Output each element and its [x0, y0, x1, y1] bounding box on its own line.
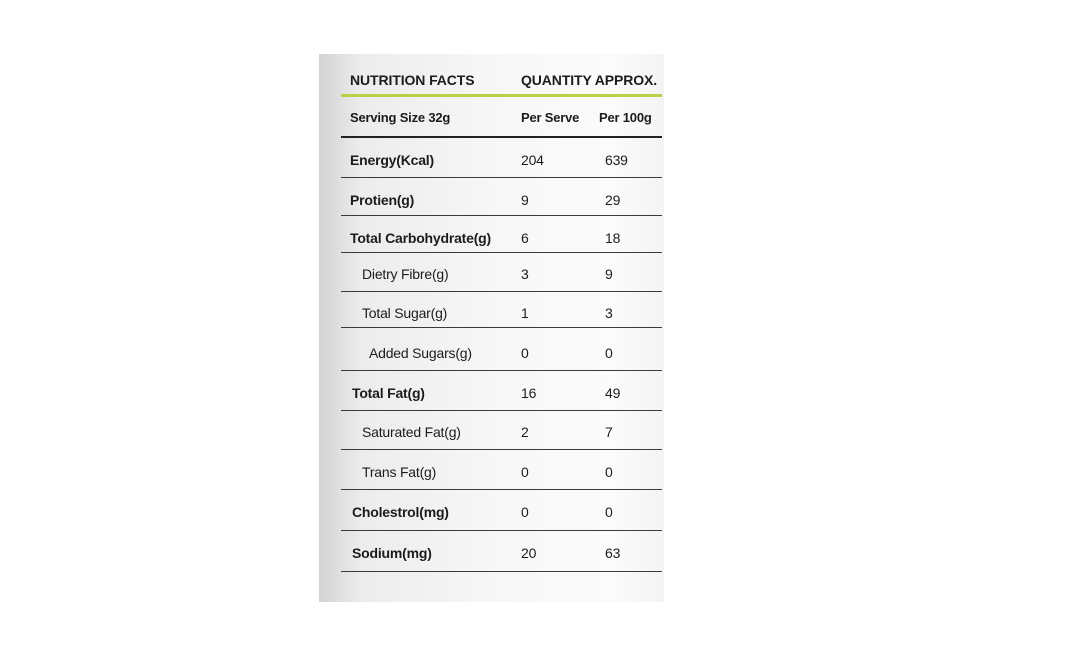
per-serve-value: 0 [521, 464, 529, 480]
table-row [341, 341, 662, 365]
per-100g-value: 29 [605, 192, 621, 208]
header-row [341, 68, 662, 92]
nutrient-name: Dietry Fibre(g) [362, 266, 449, 282]
nutrient-name: Cholestrol(mg) [352, 504, 449, 520]
table-row [341, 381, 662, 405]
per-serve-value: 16 [521, 385, 537, 401]
per-serve-value: 9 [521, 192, 529, 208]
per-100g-value: 9 [605, 266, 613, 282]
nutrition-label [319, 54, 664, 602]
nutrient-name: Protien(g) [350, 192, 415, 208]
row-divider [341, 530, 662, 531]
per-100g-value: 18 [605, 230, 621, 246]
per-serve-value: 0 [521, 345, 529, 361]
per-100g-value: 49 [605, 385, 621, 401]
per-100g-value: 0 [605, 345, 613, 361]
row-divider [341, 177, 662, 178]
per-serve-value: 204 [521, 152, 544, 168]
per-serve-value: 3 [521, 266, 529, 282]
per-serve-value: 2 [521, 424, 529, 440]
table-row [341, 541, 662, 565]
table-row [341, 500, 662, 524]
nutrient-name: Trans Fat(g) [362, 464, 437, 480]
nutrient-name: Saturated Fat(g) [362, 424, 461, 440]
table-row [341, 226, 662, 250]
nutrient-name: Energy(Kcal) [350, 152, 434, 168]
serving-size: Serving Size 32g [350, 110, 451, 125]
row-divider [341, 489, 662, 490]
per-100g-value: 0 [605, 504, 613, 520]
row-divider [341, 449, 662, 450]
per-serve-value: 0 [521, 504, 529, 520]
serving-row [341, 106, 662, 130]
table-row [341, 262, 662, 286]
per-100g-value: 639 [605, 152, 628, 168]
per-100g-value: 0 [605, 464, 613, 480]
table-row [341, 420, 662, 444]
nutrient-name: Total Fat(g) [352, 385, 425, 401]
table-row [341, 301, 662, 325]
nutrient-name: Sodium(mg) [352, 545, 432, 561]
row-divider [341, 291, 662, 292]
per-100g-value: 3 [605, 305, 613, 321]
nutrient-name: Total Sugar(g) [362, 305, 448, 321]
nutrient-name: Total Carbohydrate(g) [350, 230, 491, 246]
per-serve-value: 6 [521, 230, 529, 246]
per-serve-value: 20 [521, 545, 537, 561]
per-100g-value: 7 [605, 424, 613, 440]
per-serve-value: 1 [521, 305, 529, 321]
row-divider [341, 370, 662, 371]
accent-divider [341, 94, 662, 97]
nutrition-facts-title: NUTRITION FACTS [350, 72, 475, 88]
table-row [341, 148, 662, 172]
per-100g-value: 63 [605, 545, 621, 561]
row-divider [341, 252, 662, 253]
per-100g-heading: Per 100g [599, 110, 652, 125]
row-divider [341, 327, 662, 328]
row-divider [341, 215, 662, 216]
row-divider [341, 571, 662, 572]
header-divider [341, 136, 662, 138]
table-row [341, 188, 662, 212]
per-serve-heading: Per Serve [521, 110, 580, 125]
table-row [341, 460, 662, 484]
row-divider [341, 410, 662, 411]
nutrient-name: Added Sugars(g) [369, 345, 472, 361]
quantity-approx-heading: QUANTITY APPROX. [521, 72, 658, 88]
